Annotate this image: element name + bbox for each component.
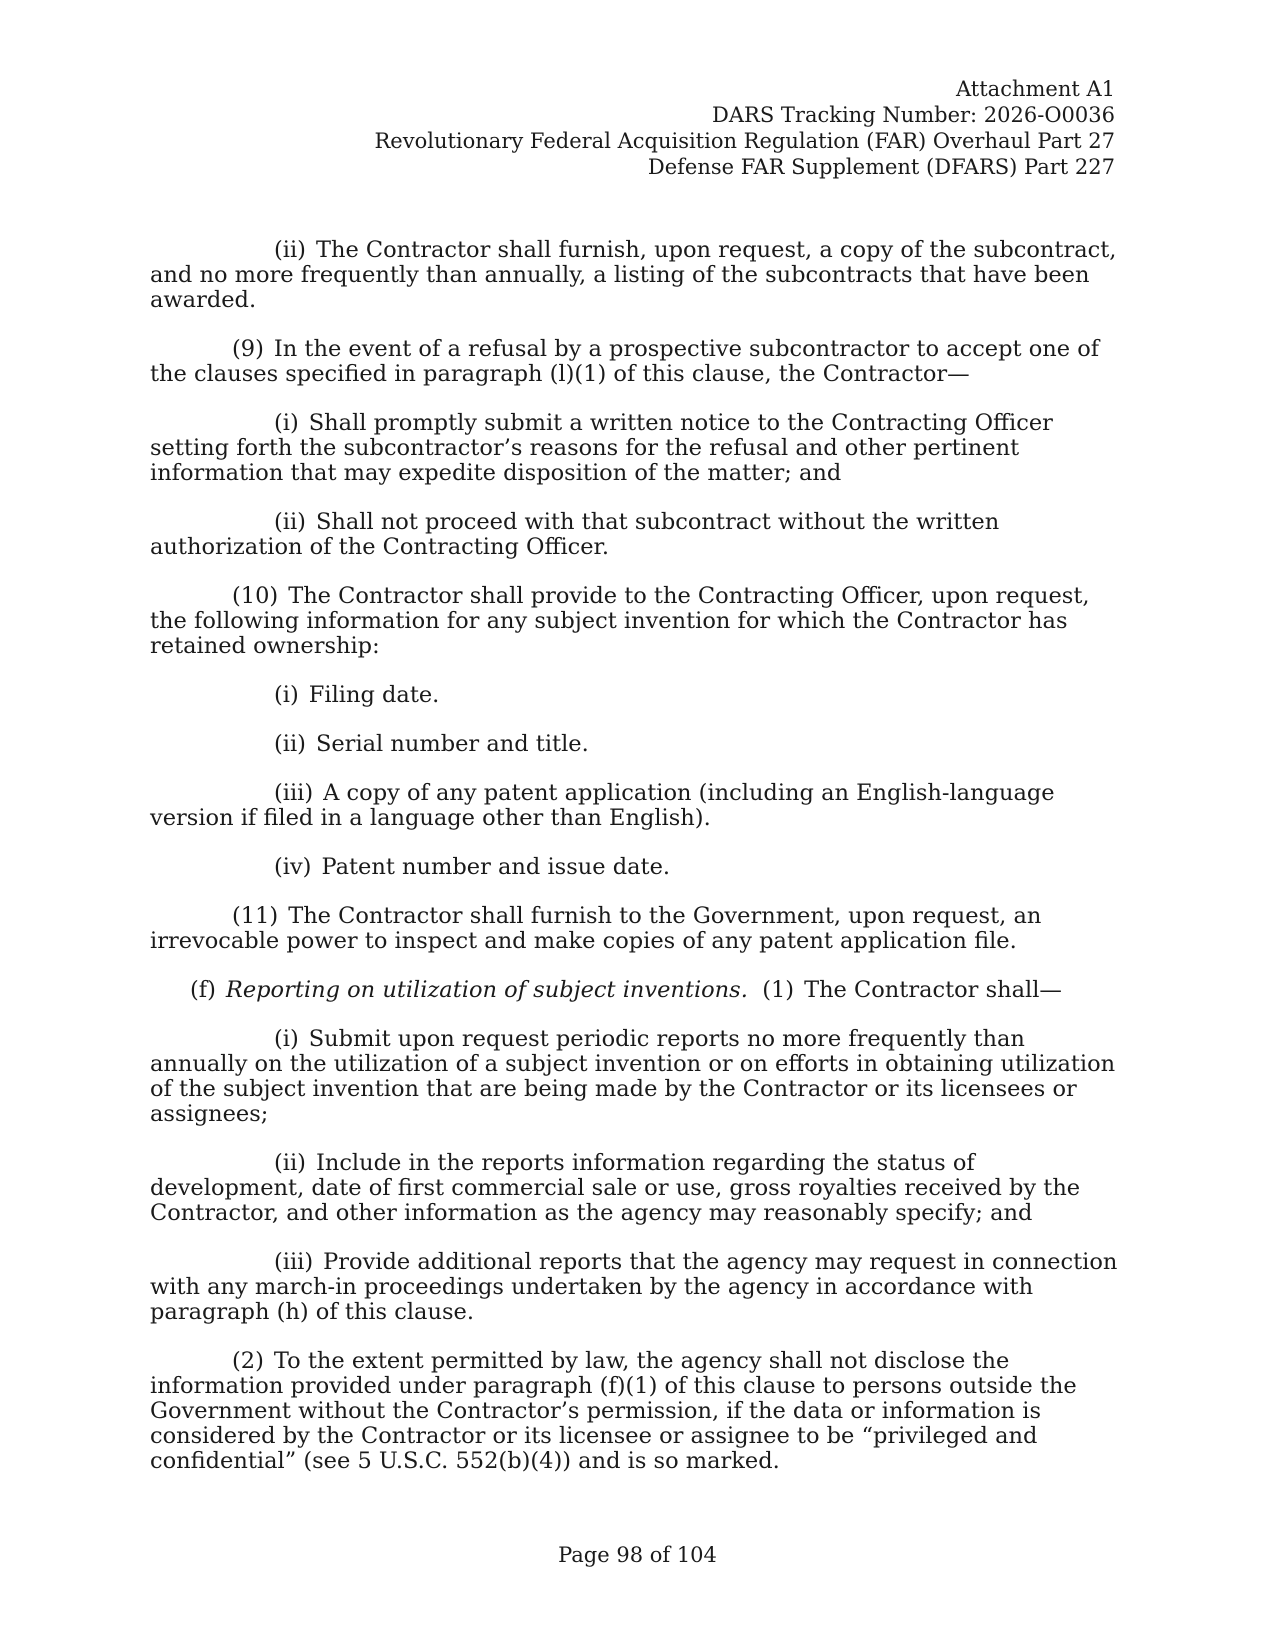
paragraph-text: The Contractor shall provide to the Contracting Officer, upon request, the following information for any subject invention for which the Contractor has retained ownership: (150, 583, 1090, 659)
paragraph-number: (ii) (274, 509, 306, 535)
paragraph (150, 781, 1125, 831)
paragraph (150, 855, 1125, 880)
header-dfars-part: Defense FAR Supplement (DFARS) Part 227 (647, 155, 1115, 179)
paragraph-number: (iii) (274, 1249, 314, 1275)
paragraph-number: (9) (232, 336, 264, 362)
paragraph-text: To the extent permitted by law, the agency shall not disclose the information provided under paragraph (f)(1) of this clause to persons outside the Government without the Contractor’s permission, if the data or information is considered by the Contractor or its licensee or assignee to be “privileged and confidential” (see 5 U.S.C. 552(b)(4)) and is so marked. (150, 1348, 1077, 1474)
paragraph (150, 683, 1125, 708)
paragraph-text: In the event of a refusal by a prospective subcontractor to accept one of the clauses specified in paragraph (l)(1) of this clause, the Contractor— (150, 336, 1100, 387)
paragraph-number: (11) (232, 903, 279, 929)
paragraph-text: A copy of any patent application (including an English-language version if filed in a language other than English). (150, 780, 1055, 831)
paragraph (150, 1250, 1125, 1325)
header-tracking-number: DARS Tracking Number: 2026-O0036 (712, 103, 1115, 127)
subparagraph-number: (1) (762, 977, 795, 1003)
paragraph (150, 1151, 1125, 1226)
clause-body (150, 238, 1125, 1474)
paragraph-text: Filing date. (308, 682, 440, 708)
paragraph (150, 411, 1125, 486)
paragraph (150, 732, 1125, 757)
paragraph (150, 1349, 1125, 1474)
paragraph-number: (iii) (274, 780, 314, 806)
paragraph-text: Serial number and title. (315, 731, 589, 757)
paragraph (150, 238, 1125, 313)
section-heading-paragraph (150, 978, 1125, 1003)
paragraph-text: Shall not proceed with that subcontract without the written authorization of the Contracting Officer. (150, 509, 1000, 560)
paragraph (150, 584, 1125, 659)
header-far-part: Revolutionary Federal Acquisition Regulation (FAR) Overhaul Part 27 (374, 129, 1115, 153)
paragraph (150, 337, 1125, 387)
paragraph-number: (i) (274, 682, 299, 708)
paragraph-number: (ii) (274, 731, 306, 757)
paragraph-number: (2) (232, 1348, 264, 1374)
paragraph-text: Submit upon request periodic reports no more frequently than annually on the utilization of a subject invention or on efforts in obtaining utilization of the subject invention that are being made by the Contractor or its licensees or assignees; (150, 1026, 1116, 1127)
paragraph-text: Patent number and issue date. (321, 854, 671, 880)
paragraph-text: The Contractor shall— (804, 977, 1062, 1003)
paragraph-text: Include in the reports information regarding the status of development, date of first commercial sale or use, gross royalties received by the Contractor, and other information as the agency may reasonably specify; and (150, 1150, 1081, 1226)
paragraph-number: (i) (274, 1026, 299, 1052)
paragraph-text: Shall promptly submit a written notice to the Contracting Officer setting forth the subcontractor’s reasons for the refusal and other pertinent information that may expedite disposition of the matter; and (150, 410, 1053, 486)
page-number: Page 98 of 104 (558, 1543, 717, 1567)
paragraph-number: (f) (190, 977, 216, 1003)
paragraph-text: The Contractor shall furnish to the Government, upon request, an irrevocable power to inspect and make copies of any patent application file. (150, 903, 1042, 954)
header-attachment: Attachment A1 (956, 77, 1115, 101)
paragraph (150, 1027, 1125, 1127)
paragraph (150, 510, 1125, 560)
paragraph-text: Provide additional reports that the agency may request in connection with any march-in proceedings undertaken by the agency in accordance with paragraph (h) of this clause. (150, 1249, 1118, 1325)
paragraph-number: (i) (274, 410, 299, 436)
section-heading: Reporting on utilization of subject inventions. (225, 977, 748, 1003)
paragraph (150, 904, 1125, 954)
paragraph-text: The Contractor shall furnish, upon request, a copy of the subcontract, and no more frequently than annually, a listing of the subcontracts that have been awarded. (150, 237, 1117, 313)
paragraph-number: (ii) (274, 237, 306, 263)
paragraph-number: (ii) (274, 1150, 306, 1176)
paragraph-number: (10) (232, 583, 279, 609)
document-header (375, 76, 1116, 180)
paragraph-number: (iv) (274, 854, 312, 880)
